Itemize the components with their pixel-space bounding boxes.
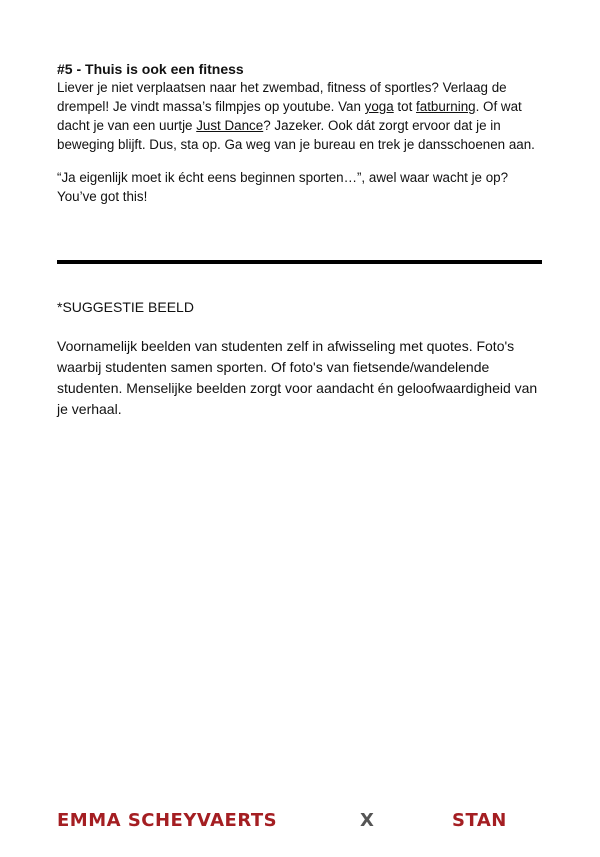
paragraph-text: tot bbox=[393, 99, 417, 114]
footer-partner-name: STAN bbox=[452, 810, 507, 831]
link-fatburning[interactable]: fatburning bbox=[416, 99, 476, 114]
footer-collab-x: X bbox=[360, 810, 375, 831]
suggestie-body: Voornamelijk beelden van studenten zelf in afwisseling met quotes. Foto's waarbij studenten samen sporten. Of foto's van fietsende/wandelende studenten. Menselijke beelden zorgt voor aandacht én geloofwaardigheid van je verhaal. bbox=[57, 338, 538, 417]
suggestie-beeld-section bbox=[57, 298, 547, 420]
link-just-dance[interactable]: Just Dance bbox=[196, 118, 264, 133]
section-heading: #5 - Thuis is ook een fitness bbox=[57, 61, 244, 77]
paragraph-text: ? Jazeker. Ook dát zorgt ervoor dat je in beweging blijft. Dus, sta op. Ga weg van je bureau en trek je dansschoenen aan. bbox=[57, 118, 535, 152]
paragraph-text: Liever je niet verplaatsen naar het zwembad, fitness of sportles? Verlaag de drempel! Je vindt massa’s filmpjes op youtube. Van bbox=[57, 80, 507, 114]
paragraph-text: . Of wat dacht je van een uurtje bbox=[57, 99, 522, 133]
link-yoga[interactable]: yoga bbox=[364, 99, 394, 114]
suggestie-title: *SUGGESTIE BEELD bbox=[57, 299, 194, 315]
intro-paragraph bbox=[57, 78, 547, 154]
section-thuis-fitness bbox=[57, 60, 547, 206]
footer bbox=[0, 810, 600, 840]
section-divider bbox=[57, 260, 542, 264]
footer-author-name: EMMA SCHEYVAERTS bbox=[57, 810, 278, 831]
quote-paragraph: “Ja eigenlijk moet ik écht eens beginnen sporten…”, awel waar wacht je op? You’ve got this! bbox=[57, 170, 509, 204]
